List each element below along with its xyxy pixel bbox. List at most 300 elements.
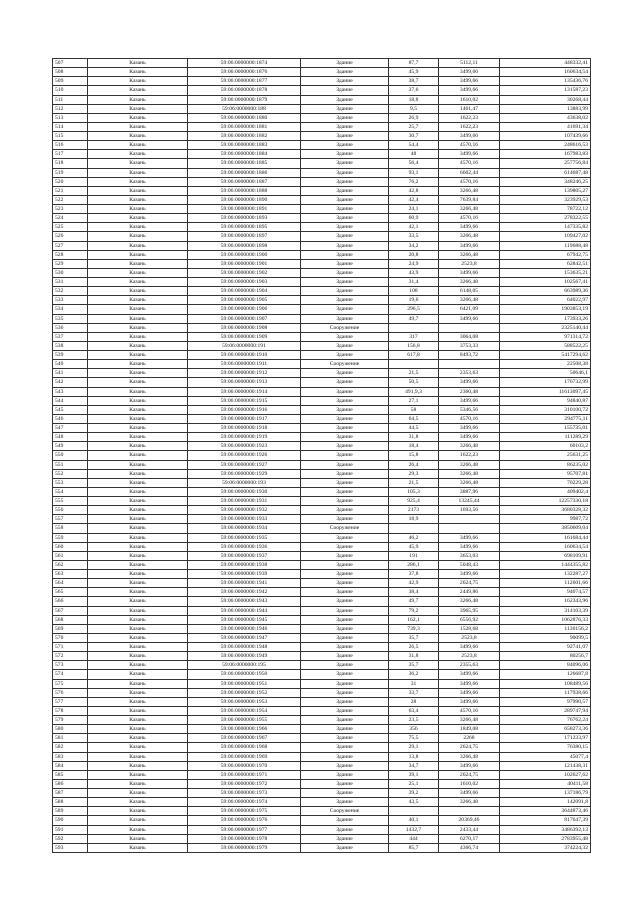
row-number-cell: 556 xyxy=(53,506,88,515)
area-cell: 26,9 xyxy=(389,113,439,122)
table-row xyxy=(53,487,591,496)
city-cell: Казань xyxy=(88,551,188,560)
table-row xyxy=(53,670,591,679)
cadastral-value-cell: 50646,1 xyxy=(500,369,591,378)
cadastral-value-cell: 84096,06 xyxy=(500,661,591,670)
area-cell: 1432,7 xyxy=(389,825,439,834)
cadastral-value-cell: 22508,38 xyxy=(500,360,591,369)
unit-value-cell: 5048,43 xyxy=(439,560,500,569)
cadastral-value-cell: 92741,07 xyxy=(500,643,591,652)
object-type-cell: Здание xyxy=(301,579,389,588)
row-number-cell: 573 xyxy=(53,661,88,670)
city-cell: Казань xyxy=(88,360,188,369)
cadastral-number-cell: 59:06:0000000:1911 xyxy=(188,360,301,369)
cadastral-value-cell: 409402,4 xyxy=(500,487,591,496)
city-cell: Казань xyxy=(88,86,188,95)
area-cell: 18,9 xyxy=(389,515,439,524)
area-cell xyxy=(389,807,439,816)
cadastral-value-cell: 117938,66 xyxy=(500,688,591,697)
object-type-cell: Здание xyxy=(301,451,389,460)
object-type-cell: Здание xyxy=(301,506,389,515)
table-row xyxy=(53,360,591,369)
unit-value-cell: 3653,03 xyxy=(439,551,500,560)
unit-value-cell: 3499,66 xyxy=(439,789,500,798)
object-type-cell: Здание xyxy=(301,369,389,378)
cadastral-value-cell: 76762,24 xyxy=(500,716,591,725)
city-cell: Казань xyxy=(88,542,188,551)
object-type-cell: Здание xyxy=(301,478,389,487)
cadastral-value-cell: 111289,29 xyxy=(500,433,591,442)
object-type-cell: Здание xyxy=(301,159,389,168)
area-cell: 925,4 xyxy=(389,497,439,506)
object-type-cell: Здание xyxy=(301,168,389,177)
row-number-cell: 531 xyxy=(53,278,88,287)
row-number-cell: 525 xyxy=(53,223,88,232)
cadastral-number-cell: 59:06:0000000:1908 xyxy=(188,323,301,332)
table-row xyxy=(53,725,591,734)
city-cell: Казань xyxy=(88,570,188,579)
unit-value-cell: 4570,16 xyxy=(439,141,500,150)
table-row xyxy=(53,141,591,150)
area-cell: 42,4 xyxy=(389,195,439,204)
table-row xyxy=(53,287,591,296)
area-cell: 35,7 xyxy=(389,661,439,670)
cadastral-number-cell: 59:06:0000000:1914 xyxy=(188,387,301,396)
cadastral-value-cell: 3486392,13 xyxy=(500,825,591,834)
cadastral-number-cell: 59:06:0000000:1906 xyxy=(188,305,301,314)
unit-value-cell: 2353,63 xyxy=(439,369,500,378)
unit-value-cell: 3499,66 xyxy=(439,268,500,277)
cadastral-number-cell: 59:06:0000000:193 xyxy=(188,478,301,487)
row-number-cell: 513 xyxy=(53,113,88,122)
object-type-cell: Здание xyxy=(301,250,389,259)
area-cell: 18,4 xyxy=(389,442,439,451)
cadastral-value-cell: 13883,99 xyxy=(500,104,591,113)
cadastral-number-cell: 59:06:0000000:1874 xyxy=(188,59,301,68)
unit-value-cell: 4366,74 xyxy=(439,843,500,852)
cadastral-number-cell: 59:06:0000000:1977 xyxy=(188,825,301,834)
area-cell: 34,2 xyxy=(389,241,439,250)
city-cell: Казань xyxy=(88,59,188,68)
object-type-cell: Здание xyxy=(301,414,389,423)
city-cell: Казань xyxy=(88,241,188,250)
table-row xyxy=(53,104,591,113)
object-type-cell: Здание xyxy=(301,68,389,77)
row-number-cell: 593 xyxy=(53,843,88,852)
object-type-cell: Здание xyxy=(301,615,389,624)
table-row xyxy=(53,186,591,195)
area-cell: 33,5 xyxy=(389,232,439,241)
row-number-cell: 532 xyxy=(53,287,88,296)
cadastral-value-cell: 155735,01 xyxy=(500,424,591,433)
unit-value-cell: 3499,66 xyxy=(439,150,500,159)
city-cell: Казань xyxy=(88,205,188,214)
city-cell: Казань xyxy=(88,113,188,122)
row-number-cell: 520 xyxy=(53,177,88,186)
cadastral-value-cell: 2325140,44 xyxy=(500,323,591,332)
object-type-cell: Здание xyxy=(301,798,389,807)
cadastral-value-cell: 248616,53 xyxy=(500,141,591,150)
object-type-cell: Здание xyxy=(301,770,389,779)
city-cell: Казань xyxy=(88,287,188,296)
object-type-cell: Здание xyxy=(301,113,389,122)
cadastral-number-cell: 59:06:0000000:1941 xyxy=(188,579,301,588)
cadastral-number-cell: 59:06:0000000:1953 xyxy=(188,697,301,706)
city-cell: Казань xyxy=(88,533,188,542)
object-type-cell: Здание xyxy=(301,305,389,314)
cadastral-value-cell: 94840,87 xyxy=(500,396,591,405)
unit-value-cell: 3064,08 xyxy=(439,332,500,341)
unit-value-cell: 2624,75 xyxy=(439,743,500,752)
cadastral-number-cell: 59:06:0000000:1901 xyxy=(188,259,301,268)
area-cell: 49,7 xyxy=(389,314,439,323)
row-number-cell: 553 xyxy=(53,478,88,487)
city-cell: Казань xyxy=(88,433,188,442)
object-type-cell: Здание xyxy=(301,59,389,68)
row-number-cell: 570 xyxy=(53,633,88,642)
area-cell: 38,7 xyxy=(389,77,439,86)
row-number-cell: 508 xyxy=(53,68,88,77)
cadastral-value-cell: 160634,54 xyxy=(500,542,591,551)
object-type-cell: Здание xyxy=(301,433,389,442)
city-cell: Казань xyxy=(88,606,188,615)
row-number-cell: 580 xyxy=(53,725,88,734)
cadastral-number-cell: 59:06:0000000:1955 xyxy=(188,716,301,725)
unit-value-cell: 3266,48 xyxy=(439,460,500,469)
cadastral-number-cell: 59:06:0000000:1976 xyxy=(188,816,301,825)
city-cell: Казань xyxy=(88,825,188,834)
unit-value-cell: 3499,66 xyxy=(439,679,500,688)
table-row xyxy=(53,113,591,122)
object-type-cell: Здание xyxy=(301,533,389,542)
unit-value-cell: 3499,66 xyxy=(439,570,500,579)
cadastral-number-cell: 59:06:0000000:1970 xyxy=(188,761,301,770)
cadastral-number-cell: 59:06:0000000:1888 xyxy=(188,186,301,195)
city-cell: Казань xyxy=(88,478,188,487)
table-row xyxy=(53,259,591,268)
object-type-cell: Здание xyxy=(301,779,389,788)
cadastral-value-cell: 12257330,18 xyxy=(500,497,591,506)
cadastral-value-cell: 3680328,32 xyxy=(500,506,591,515)
object-type-cell: Здание xyxy=(301,487,389,496)
area-cell: 27,1 xyxy=(389,396,439,405)
area-cell: 29,3 xyxy=(389,469,439,478)
cadastral-number-cell: 59:06:0000000:1900 xyxy=(188,250,301,259)
cadastral-number-cell: 59:06:0000000:1948 xyxy=(188,643,301,652)
row-number-cell: 572 xyxy=(53,652,88,661)
area-cell: 24,1 xyxy=(389,205,439,214)
cadastral-number-cell: 59:06:0000000:1876 xyxy=(188,68,301,77)
cadastral-value-cell: 817647,39 xyxy=(500,816,591,825)
city-cell: Казань xyxy=(88,387,188,396)
unit-value-cell: 3266,48 xyxy=(439,186,500,195)
unit-value-cell: 3499,66 xyxy=(439,670,500,679)
unit-value-cell: 5346,56 xyxy=(439,405,500,414)
cadastral-value-cell: 9987,72 xyxy=(500,515,591,524)
cadastral-number-cell: 59:06:0000000:1972 xyxy=(188,779,301,788)
table-row xyxy=(53,122,591,131)
table-row xyxy=(53,734,591,743)
city-cell: Казань xyxy=(88,670,188,679)
table-row xyxy=(53,460,591,469)
table-row xyxy=(53,205,591,214)
table-row xyxy=(53,351,591,360)
city-cell: Казань xyxy=(88,332,188,341)
row-number-cell: 557 xyxy=(53,515,88,524)
city-cell: Казань xyxy=(88,323,188,332)
object-type-cell: Здание xyxy=(301,259,389,268)
table-row xyxy=(53,615,591,624)
area-cell: 9,5 xyxy=(389,104,439,113)
unit-value-cell: 6602,44 xyxy=(439,168,500,177)
cadastral-number-cell: 59:06:0000000:1943 xyxy=(188,597,301,606)
row-number-cell: 551 xyxy=(53,460,88,469)
cadastral-value-cell: 348246,25 xyxy=(500,177,591,186)
row-number-cell: 579 xyxy=(53,716,88,725)
cadastral-number-cell: 59:06:0000000:1886 xyxy=(188,168,301,177)
cadastral-value-cell: 119688,48 xyxy=(500,241,591,250)
unit-value-cell: 3499,66 xyxy=(439,223,500,232)
unit-value-cell xyxy=(439,515,500,524)
cadastral-value-cell: 323929,53 xyxy=(500,195,591,204)
cadastral-number-cell: 59:06:0000000:1926 xyxy=(188,451,301,460)
unit-value-cell: 6148,05 xyxy=(439,287,500,296)
city-cell: Казань xyxy=(88,223,188,232)
table-row xyxy=(53,59,591,68)
cadastral-value-cell: 162343,96 xyxy=(500,597,591,606)
cadastral-number-cell: 59:06:0000000:1904 xyxy=(188,287,301,296)
cadastral-value-cell: 11613097,45 xyxy=(500,387,591,396)
row-number-cell: 590 xyxy=(53,816,88,825)
city-cell: Казань xyxy=(88,506,188,515)
city-cell: Казань xyxy=(88,834,188,843)
area-cell: 34,7 xyxy=(389,761,439,770)
cadastral-number-cell: 59:06:0000000:1966 xyxy=(188,725,301,734)
unit-value-cell xyxy=(439,323,500,332)
object-type-cell: Здание xyxy=(301,570,389,579)
cadastral-value-cell: 663989,36 xyxy=(500,287,591,296)
city-cell: Казань xyxy=(88,497,188,506)
area-cell: 60,9 xyxy=(389,214,439,223)
row-number-cell: 522 xyxy=(53,195,88,204)
city-cell: Казань xyxy=(88,296,188,305)
object-type-cell: Здание xyxy=(301,460,389,469)
unit-value-cell: 1610,02 xyxy=(439,779,500,788)
cadastral-number-cell: 59:06:0000000:1939 xyxy=(188,570,301,579)
cadastral-value-cell: 1903853,19 xyxy=(500,305,591,314)
row-number-cell: 515 xyxy=(53,132,88,141)
row-number-cell: 543 xyxy=(53,387,88,396)
unit-value-cell: 1622,23 xyxy=(439,113,500,122)
object-type-cell: Здание xyxy=(301,186,389,195)
table-row xyxy=(53,807,591,816)
object-type-cell: Здание xyxy=(301,497,389,506)
row-number-cell: 571 xyxy=(53,643,88,652)
table-row xyxy=(53,86,591,95)
cadastral-value-cell: 698109,91 xyxy=(500,551,591,560)
area-cell: 54,4 xyxy=(389,141,439,150)
area-cell: 31 xyxy=(389,679,439,688)
row-number-cell: 554 xyxy=(53,487,88,496)
object-type-cell: Здание xyxy=(301,214,389,223)
object-type-cell: Здание xyxy=(301,86,389,95)
area-cell: 56,4 xyxy=(389,159,439,168)
cadastral-number-cell: 59:06:0000000:1884 xyxy=(188,150,301,159)
city-cell: Казань xyxy=(88,460,188,469)
object-type-cell: Здание xyxy=(301,469,389,478)
area-cell: 156,8 xyxy=(389,341,439,350)
cadastral-number-cell: 59:06:0000000:1949 xyxy=(188,652,301,661)
cadastral-value-cell: 153635,21 xyxy=(500,268,591,277)
area-cell: 48 xyxy=(389,150,439,159)
unit-value-cell: 13245,44 xyxy=(439,497,500,506)
table-row xyxy=(53,214,591,223)
object-type-cell: Здание xyxy=(301,633,389,642)
unit-value-cell: 3266,48 xyxy=(439,250,500,259)
city-cell: Казань xyxy=(88,679,188,688)
table-row xyxy=(53,195,591,204)
cadastral-value-cell: 588522,25 xyxy=(500,341,591,350)
cadastral-value-cell: 160634,54 xyxy=(500,68,591,77)
row-number-cell: 569 xyxy=(53,624,88,633)
unit-value-cell: 3499,66 xyxy=(439,761,500,770)
row-number-cell: 587 xyxy=(53,789,88,798)
object-type-cell: Здание xyxy=(301,405,389,414)
table-row xyxy=(53,159,591,168)
row-number-cell: 544 xyxy=(53,396,88,405)
city-cell: Казань xyxy=(88,743,188,752)
row-number-cell: 576 xyxy=(53,688,88,697)
cadastral-number-cell: 59:06:0000000:1878 xyxy=(188,86,301,95)
object-type-cell: Здание xyxy=(301,396,389,405)
unit-value-cell: 1849,08 xyxy=(439,725,500,734)
city-cell: Казань xyxy=(88,816,188,825)
object-type-cell: Здание xyxy=(301,205,389,214)
table-row xyxy=(53,633,591,642)
object-type-cell: Здание xyxy=(301,843,389,852)
cadastral-number-cell: 59:06:0000000:1934 xyxy=(188,524,301,533)
city-cell: Казань xyxy=(88,515,188,524)
cadastral-number-cell: 59:06:0000000:1915 xyxy=(188,396,301,405)
city-cell: Казань xyxy=(88,214,188,223)
table-row xyxy=(53,770,591,779)
city-cell: Казань xyxy=(88,843,188,852)
unit-value-cell: 3266,48 xyxy=(439,752,500,761)
row-number-cell: 534 xyxy=(53,305,88,314)
unit-value-cell: 20369,46 xyxy=(439,816,500,825)
table-row xyxy=(53,551,591,560)
row-number-cell: 518 xyxy=(53,159,88,168)
row-number-cell: 581 xyxy=(53,734,88,743)
table-row xyxy=(53,132,591,141)
cadastral-number-cell: 59:06:0000000:1897 xyxy=(188,232,301,241)
cadastral-number-cell: 59:06:0000000:188 xyxy=(188,104,301,113)
row-number-cell: 577 xyxy=(53,697,88,706)
row-number-cell: 559 xyxy=(53,533,88,542)
unit-value-cell: 6556,92 xyxy=(439,615,500,624)
unit-value-cell: 1461,47 xyxy=(439,104,500,113)
object-type-cell: Здание xyxy=(301,378,389,387)
area-cell: 44,5 xyxy=(389,424,439,433)
cadastral-number-cell: 59:06:0000000:1944 xyxy=(188,606,301,615)
cadastral-number-cell: 59:06:0000000:1932 xyxy=(188,506,301,515)
area-cell: 2173 xyxy=(389,506,439,515)
city-cell: Казань xyxy=(88,597,188,606)
cadastral-number-cell: 59:06:0000000:1935 xyxy=(188,533,301,542)
area-cell: 40,1 xyxy=(389,816,439,825)
object-type-cell: Здание xyxy=(301,332,389,341)
area-cell xyxy=(389,360,439,369)
object-type-cell: Здание xyxy=(301,661,389,670)
cadastral-number-cell: 59:06:0000000:1877 xyxy=(188,77,301,86)
cadastral-value-cell: 60103,2 xyxy=(500,442,591,451)
city-cell: Казань xyxy=(88,487,188,496)
cadastral-value-cell: 167983,83 xyxy=(500,150,591,159)
cadastral-value-cell: 76380,15 xyxy=(500,743,591,752)
table-row xyxy=(53,168,591,177)
table-row xyxy=(53,597,591,606)
unit-value-cell: 3499,66 xyxy=(439,542,500,551)
cadastral-value-cell: 278322,55 xyxy=(500,214,591,223)
row-number-cell: 509 xyxy=(53,77,88,86)
cadastral-value-cell: 30268,44 xyxy=(500,95,591,104)
area-cell: 43,9 xyxy=(389,268,439,277)
object-type-cell: Здание xyxy=(301,789,389,798)
row-number-cell: 566 xyxy=(53,597,88,606)
row-number-cell: 588 xyxy=(53,798,88,807)
unit-value-cell: 8493,72 xyxy=(439,351,500,360)
cadastral-number-cell: 59:06:0000000:1978 xyxy=(188,834,301,843)
cadastral-number-cell: 59:06:0000000:1893 xyxy=(188,214,301,223)
object-type-cell: Сооружение xyxy=(301,807,389,816)
city-cell: Казань xyxy=(88,716,188,725)
cadastral-number-cell: 59:06:0000000:1923 xyxy=(188,442,301,451)
city-cell: Казань xyxy=(88,186,188,195)
cadastral-value-cell: 45077,4 xyxy=(500,752,591,761)
table-row xyxy=(53,533,591,542)
unit-value-cell: 2523,8 xyxy=(439,652,500,661)
object-type-cell: Здание xyxy=(301,223,389,232)
row-number-cell: 516 xyxy=(53,141,88,150)
table-row xyxy=(53,323,591,332)
area-cell: 162,1 xyxy=(389,615,439,624)
cadastral-value-cell: 121438,31 xyxy=(500,761,591,770)
table-row xyxy=(53,688,591,697)
area-cell: 42,8 xyxy=(389,186,439,195)
cadastral-number-cell: 59:06:0000000:1927 xyxy=(188,460,301,469)
cadastral-number-cell: 59:06:0000000:1883 xyxy=(188,141,301,150)
row-number-cell: 523 xyxy=(53,205,88,214)
cadastral-number-cell: 59:06:0000000:1910 xyxy=(188,351,301,360)
row-number-cell: 550 xyxy=(53,451,88,460)
table-row xyxy=(53,624,591,633)
table-row xyxy=(53,606,591,615)
cadastral-number-cell: 59:06:0000000:1902 xyxy=(188,268,301,277)
area-cell: 296,5 xyxy=(389,305,439,314)
city-cell: Казань xyxy=(88,451,188,460)
table-row xyxy=(53,95,591,104)
cadastral-value-cell: 374224,32 xyxy=(500,843,591,852)
row-number-cell: 536 xyxy=(53,323,88,332)
city-cell: Казань xyxy=(88,734,188,743)
table-row xyxy=(53,570,591,579)
row-number-cell: 585 xyxy=(53,770,88,779)
area-cell: 25,7 xyxy=(389,122,439,131)
row-number-cell: 511 xyxy=(53,95,88,104)
row-number-cell: 519 xyxy=(53,168,88,177)
row-number-cell: 545 xyxy=(53,405,88,414)
table-row xyxy=(53,433,591,442)
